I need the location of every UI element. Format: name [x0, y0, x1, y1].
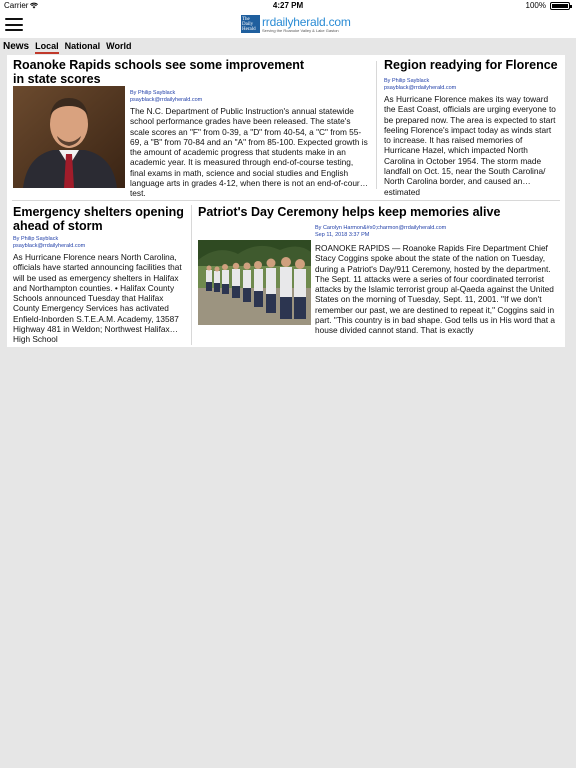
tab-local[interactable]: Local — [35, 41, 59, 51]
menu-icon[interactable] — [5, 18, 23, 31]
column-divider — [191, 205, 192, 345]
article-email[interactable]: psayblack@rrdailyherald.com — [384, 84, 457, 91]
article-author[interactable]: By Philip Sayblack — [130, 90, 176, 96]
article-author[interactable]: By Philip Sayblack — [13, 236, 59, 242]
article-author[interactable]: By Philip Sayblack — [384, 78, 430, 84]
article-summary: As Hurricane Florence makes its way toward the East Coast, officials are urging everyone to be prepared now. The area is expected to start feeling Florence's impact today as winds start to increase. It has raised memories of Hurricane Hazel, which impacted North Carolina in October 1954. The storm made landfall on Oct. 15, near the South Carolina/ North Carolina border, and caused an estimated — [384, 94, 556, 197]
tab-news[interactable]: News — [3, 40, 30, 52]
status-bar — [0, 0, 576, 12]
battery-percent: 100% — [525, 1, 546, 10]
article-headline[interactable]: Roanoke Rapids schools see some improvement in state scores — [13, 58, 305, 86]
article-summary: ROANOKE RAPIDS — Roanoke Rapids Fire Department Chief Stacy Coggins spoke about the state of the nation on Tuesday, during a Patriot's Day/911 Ceremony, hosted by the department. The Sept. 11 attacks were a series of four coordinated terrorist attacks by the Islamic terrorist group al-Qaeda against the United States on the morning of Tuesday, Sept. 11, 2001. "If we don't remember our past, we are destined to repeat it," Coggins said in part. "This country is in bad shape. God tells us in His word that a house divided cannot stand. That is exactly — [315, 243, 555, 336]
article-grid — [7, 55, 565, 347]
logo-badge: The Daily Herald — [241, 15, 260, 33]
article-headline[interactable]: Patriot's Day Ceremony helps keep memories alive — [198, 205, 501, 219]
column-divider — [376, 61, 377, 189]
site-tagline: Serving the Roanoke Valley & Lake Gaston — [262, 27, 339, 33]
section-nav — [0, 38, 576, 54]
portrait-image — [13, 86, 125, 188]
article-summary: As Hurricane Florence nears North Carolina, officials have started announcing facilities that will be used as emergency shelters in Halifax and Northampton counties. • Halifax County Schools announced Tuesday that Halifax County Emergency Services has activated Enfield-Inborden S.T.E.A.M. Academy, 13587 Highway 481 in Weldon; Northwest Halifax High School — [13, 252, 182, 345]
article-photo[interactable] — [198, 240, 311, 325]
article-headline[interactable]: Region readying for Florence — [384, 58, 558, 72]
tab-national[interactable]: National — [64, 41, 101, 51]
site-logo[interactable] — [241, 14, 351, 34]
battery-icon — [550, 2, 570, 10]
article-headline[interactable]: Emergency shelters opening ahead of storm — [13, 205, 184, 233]
clock: 4:27 PM — [272, 1, 304, 10]
tab-world[interactable]: World — [106, 41, 132, 51]
article-card[interactable] — [384, 58, 560, 197]
article-author[interactable]: By Carolyn Harmon&#x0;charmon@rrdailyherald.com — [315, 225, 447, 231]
article-date: Sep 11, 2018 3:37 PM — [315, 231, 370, 238]
app-header — [0, 12, 576, 38]
article-card[interactable] — [13, 205, 185, 345]
site-name: rrdailyherald.com — [262, 14, 351, 29]
article-email[interactable]: psayblack@rrdailyherald.com — [130, 96, 203, 103]
article-email[interactable]: psayblack@rrdailyherald.com — [13, 242, 86, 249]
carrier-label: Carrier — [4, 1, 29, 10]
article-card[interactable] — [198, 205, 560, 340]
article-card[interactable] — [13, 58, 369, 199]
row-divider — [12, 200, 560, 201]
article-photo[interactable] — [13, 86, 125, 188]
ceremony-image — [198, 240, 311, 325]
article-summary: The N.C. Department of Public Instruction's annual statewide school performance grades have been released. The state's scale scores an "F" from 0-39, a "D" from 40-54, a "C" from 55-69, a "B" from 70-84 and an "A" from 85-100. Expected growth is the amount of academic progress that students make in an academic year. It is measured through end-of-course testing, final exams in math, science and social studies and English language arts in grades 4-12, when there is not an end-of-course test. — [130, 106, 369, 199]
